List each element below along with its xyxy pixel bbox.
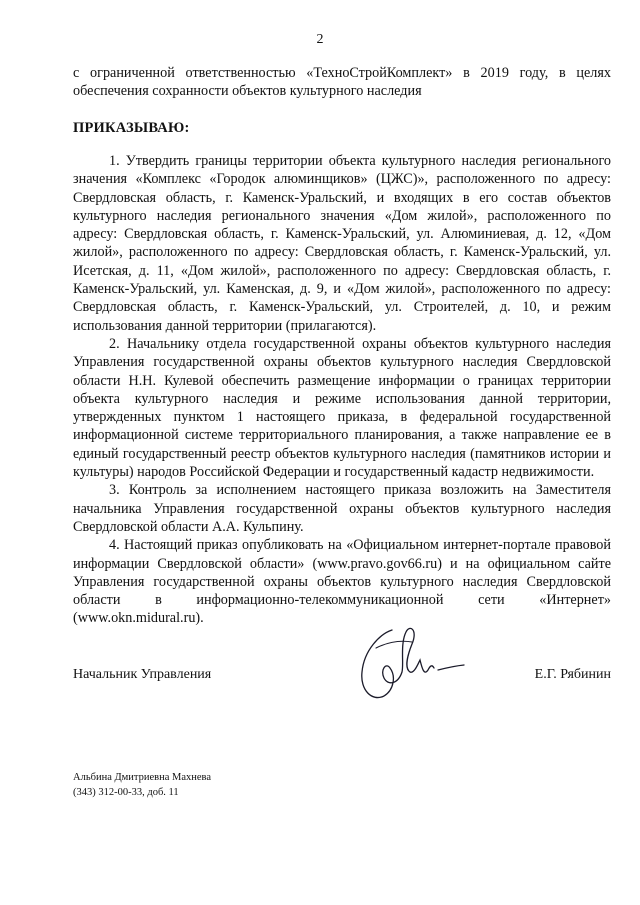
executor-name: Альбина Дмитриевна Махнева bbox=[73, 772, 212, 783]
intro-paragraph: с ограниченной ответственностью «ТехноСтройКомплект» в 2019 году, в целях обеспечения сохранности объектов культурного наследия bbox=[73, 65, 611, 100]
order-items bbox=[73, 152, 611, 628]
signatory-title: Начальник Управления bbox=[73, 667, 212, 682]
page-number: 2 bbox=[316, 32, 324, 47]
order-item-3: 3. Контроль за исполнением настоящего приказа возложить на Заместителя начальника Управления государственной охраны объектов культурного наследия Свердловской области А.А. Кульпину. bbox=[73, 482, 611, 535]
order-item-1: 1. Утвердить границы территории объекта культурного наследия регионального значения «Комплекс «Городок алюминщиков» (ЦЖС)», расположенного по адресу: Свердловская область, г. Каменск-Уральский, и входящих в его состав объектов культурного наследия регионального значения «Дом жилой», расположенного по адресу: Свердловская область, г. Каменск-Уральский, ул. Алюминиевая, д. 12, «Дом жилой», расположенного по адресу: Свердловская область, г. Каменск-Уральский, ул. Исетская, д. 11, «Дом жилой», расположенного по адресу: Свердловская область, г. Каменск-Уральский, ул. Каменская, д. 9, и «Дом жилой», расположенного по адресу: Свердловская область, г. Каменск-Уральский, ул. Строителей, д. 10, и режим использования данной территории (прилагаются). bbox=[73, 153, 611, 334]
order-item-2: 2. Начальнику отдела государственной охраны объектов культурного наследия Управления государственной охраны объектов культурного наследия Свердловской области Н.Н. Кулевой обеспечить размещение информации о границах территории объекта культурного наследия и режиме использования данной территории, утвержденных пунктом 1 настоящего приказа, в федеральной государственной информационной системе территориального планирования, а также направление ее в единый государственный реестр объектов культурного наследия (памятников истории и культуры) народов Российской Федерации и государственный кадастр недвижимости. bbox=[73, 335, 611, 481]
executor-phone: (343) 312-00-33, доб. 11 bbox=[73, 787, 179, 798]
signature-block bbox=[73, 667, 611, 691]
order-item-4: 4. Настоящий приказ опубликовать на «Официальном интернет-портале правовой информации Свердловской области» (www.pravo.gov66.ru) и на официальном сайте Управления государственной охраны объектов культурного наследия Свердловской области в информационно-телекоммуникационной сети «Интернет» (www.okn.midural.ru). bbox=[73, 537, 611, 627]
order-heading: ПРИКАЗЫВАЮ: bbox=[73, 120, 190, 136]
signatory-name: Е.Г. Рябинин bbox=[534, 667, 611, 682]
handwritten-signature bbox=[340, 620, 470, 710]
executor-info bbox=[73, 770, 211, 800]
